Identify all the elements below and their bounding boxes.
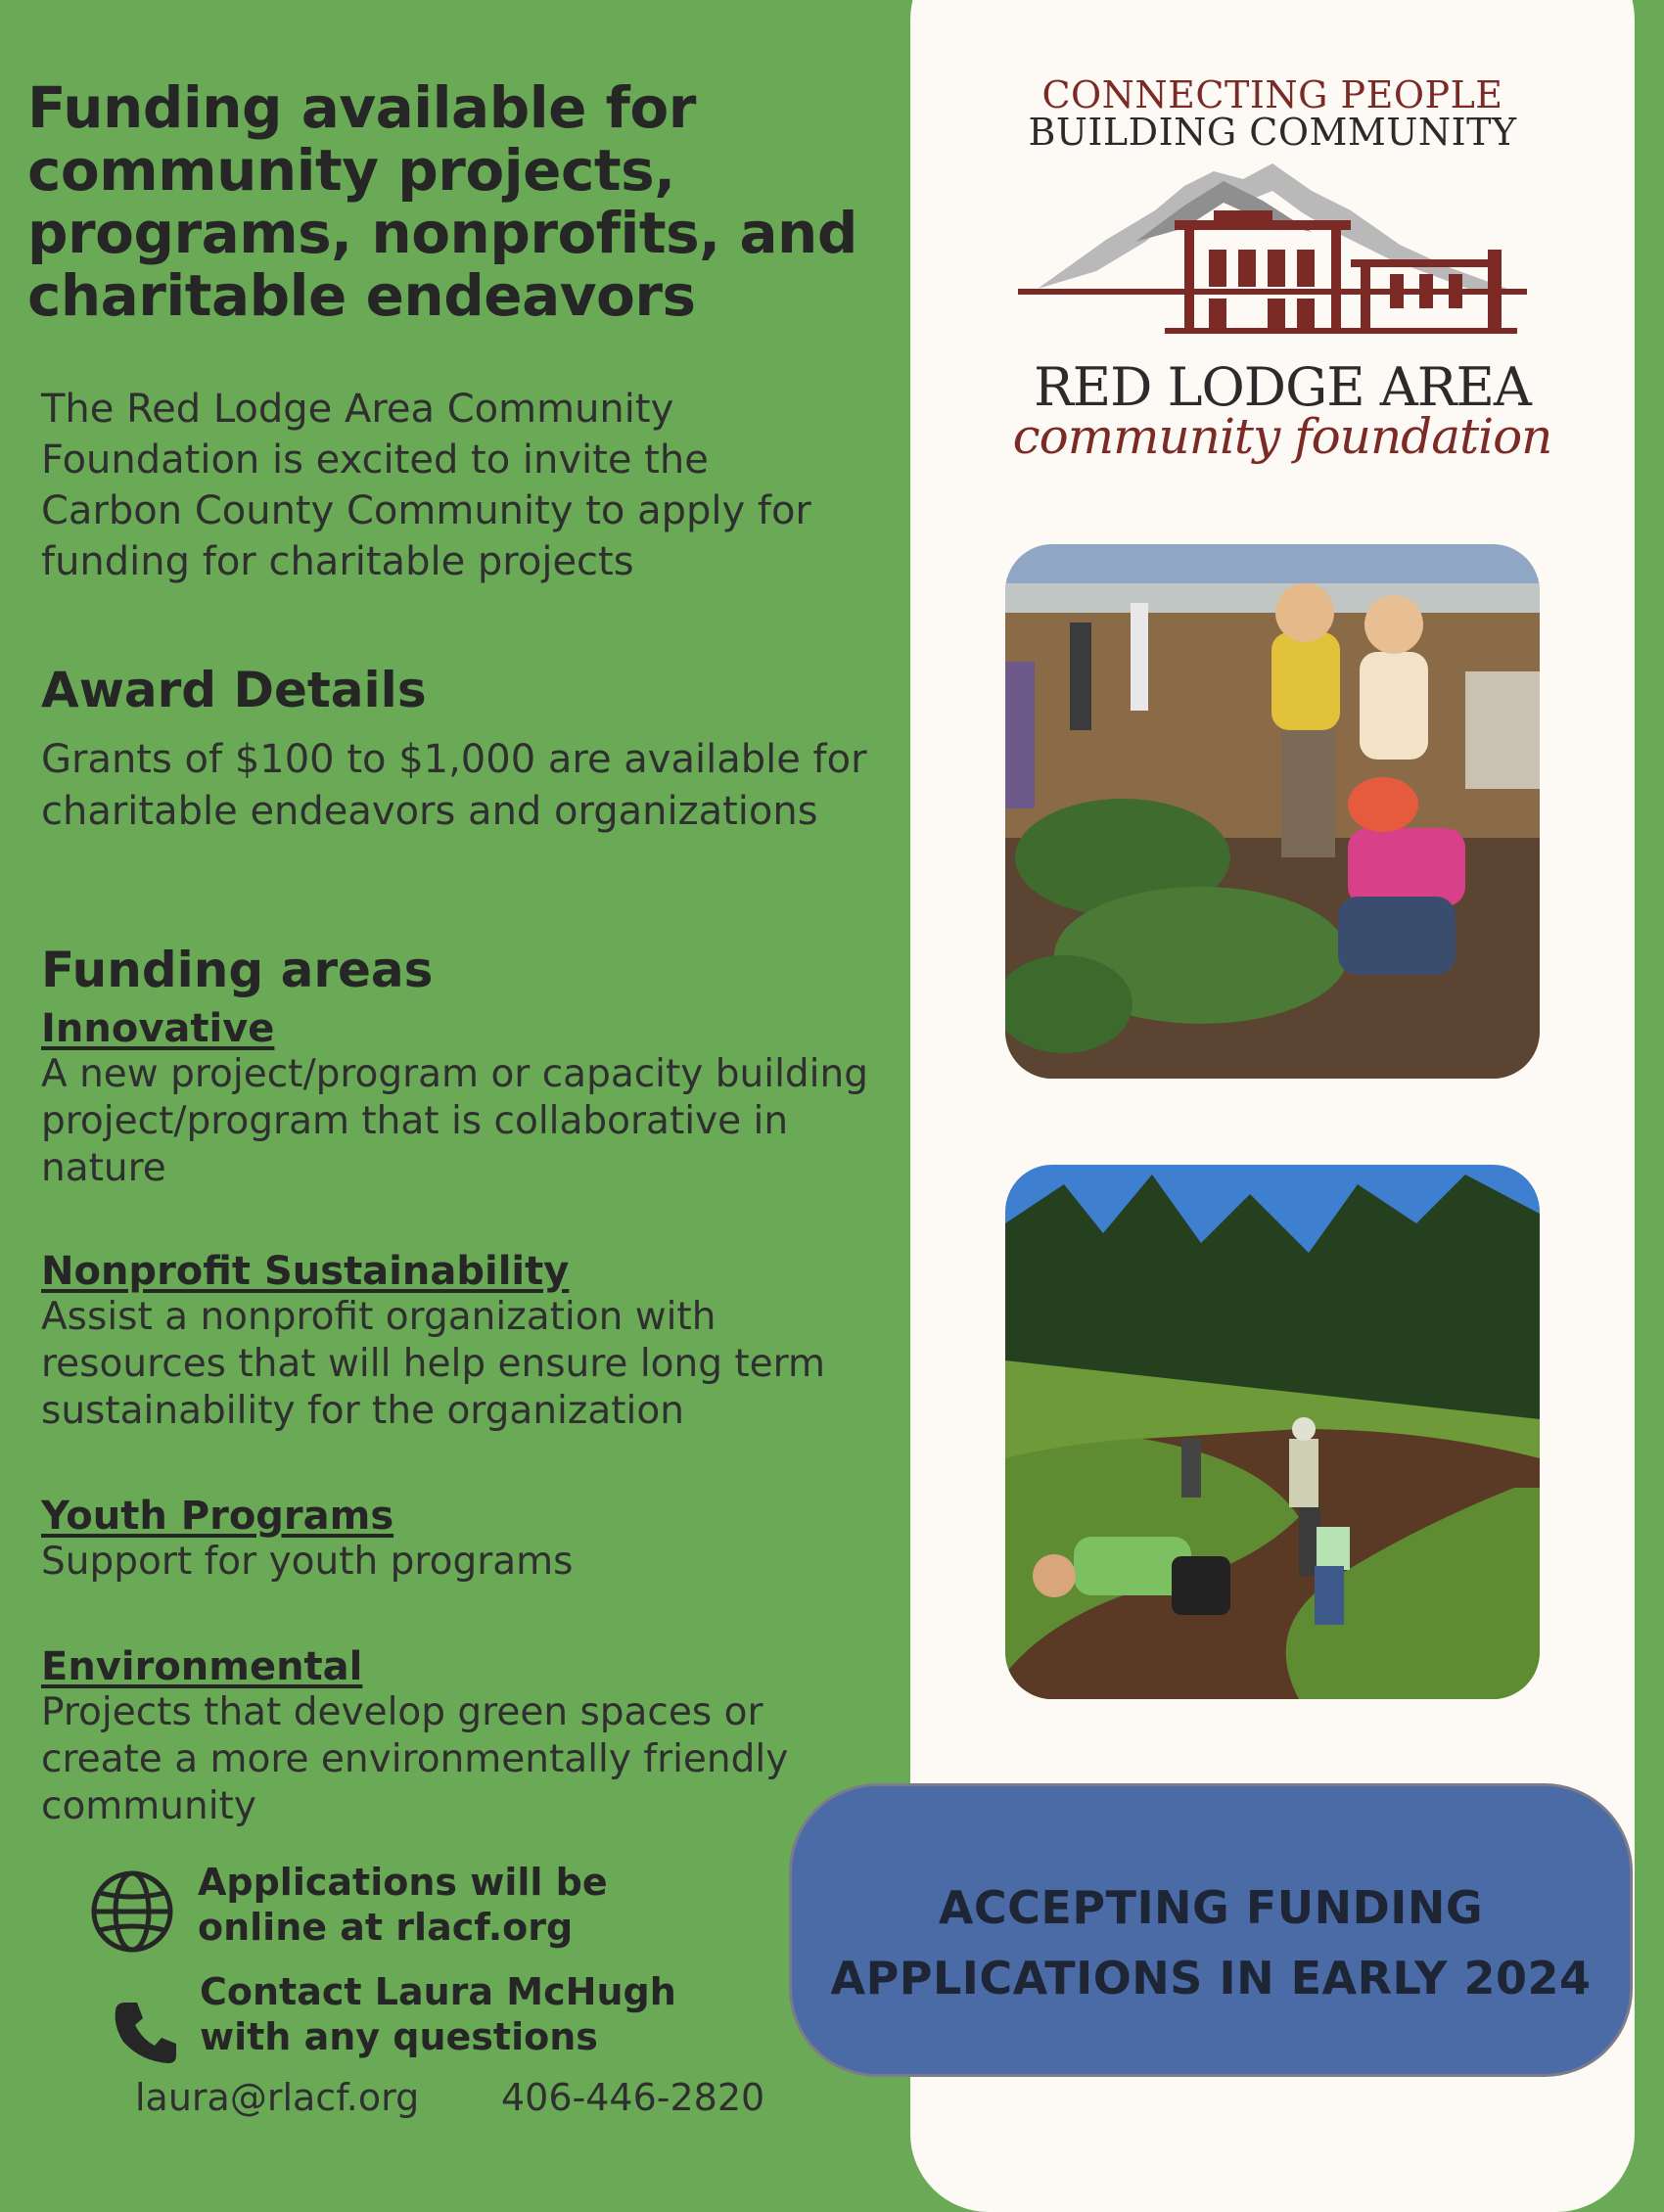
area-nonprofit-text: Assist a nonprofit organization with resources that will help ensure long term sustainability for the organization — [41, 1295, 826, 1433]
award-details-heading: Award Details — [41, 662, 427, 718]
area-youth-text: Support for youth programs — [41, 1540, 574, 1584]
area-nonprofit-title: Nonprofit Sustainability — [41, 1249, 570, 1294]
applications-online-text: Applications will be online at rlacf.org — [198, 1861, 608, 1949]
logo-tagline-line2: BUILDING COMMUNITY — [1028, 111, 1517, 154]
contact-online-row — [88, 1860, 746, 1956]
area-innovative-title: Innovative — [41, 1006, 275, 1051]
logo-subtitle: community foundation — [1012, 408, 1552, 465]
headline: Funding available for community projects, programs, nonprofits, and charitable endeavors — [27, 74, 857, 329]
cta-line2: APPLICATIONS IN EARLY 2024 — [830, 1952, 1592, 2005]
photo-trail-work — [1005, 1165, 1540, 1699]
area-youth-title: Youth Programs — [41, 1494, 394, 1539]
contact-phone[interactable]: 406-446-2820 — [501, 2076, 765, 2119]
area-environmental-title: Environmental — [41, 1644, 363, 1689]
award-details-text: Grants of $100 to $1,000 are available for charitable endeavors and organizations — [41, 737, 867, 834]
contact-email[interactable]: laura@rlacf.org — [135, 2076, 420, 2119]
cta-line1: ACCEPTING FUNDING — [938, 1881, 1484, 1934]
contact-questions-row — [112, 1969, 748, 2067]
area-environmental-text: Projects that develop green spaces or create a more environmentally friendly community — [41, 1690, 789, 1828]
intro-text: The Red Lodge Area Community Foundation is excited to invite the Carbon County Community to apply for funding for charitable projects — [41, 387, 811, 584]
logo-name: RED LODGE AREA — [1034, 356, 1531, 418]
contact-questions-text: Contact Laura McHugh with any questions — [200, 1970, 676, 2058]
phone-icon — [112, 1999, 180, 2067]
logo-building-mountains — [1018, 152, 1537, 362]
logo-tagline — [979, 73, 1566, 154]
logo-tagline-line1: CONNECTING PEOPLE — [1041, 73, 1503, 116]
funding-areas-heading: Funding areas — [41, 942, 434, 998]
area-innovative-text: A new project/program or capacity building project/program that is collaborative in nature — [41, 1052, 868, 1190]
accepting-applications-banner — [789, 1783, 1633, 2077]
globe-icon — [88, 1867, 176, 1956]
photo-kids-garden — [1005, 544, 1540, 1079]
